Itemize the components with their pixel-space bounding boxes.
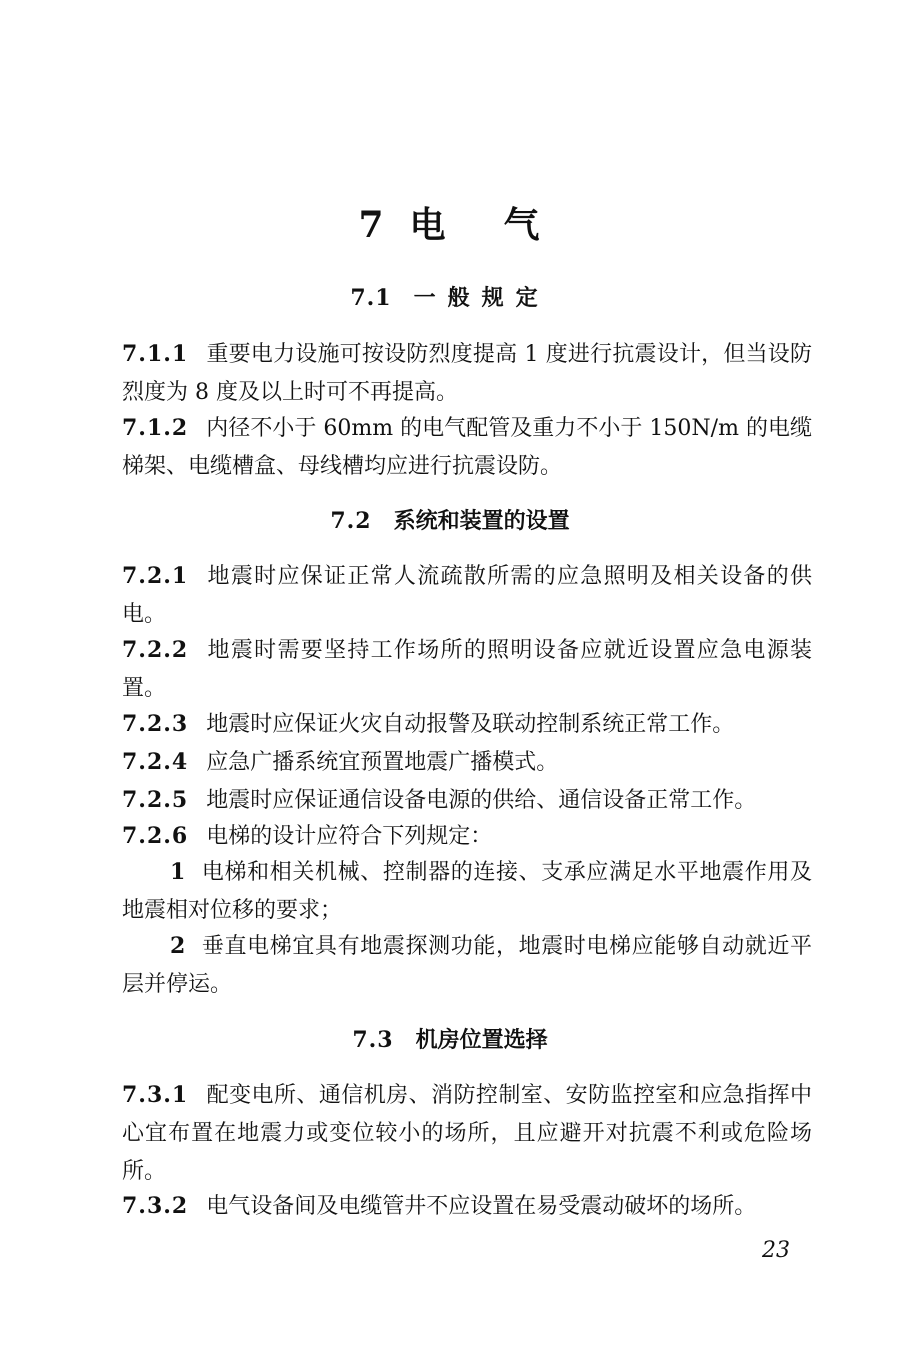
list-item-2 bbox=[122, 927, 812, 1004]
clause-7-2-1 bbox=[122, 557, 812, 634]
clause-text: 地震时需要坚持工作场所的照明设备应就近设置应急电源装置。 bbox=[122, 638, 812, 701]
clause-text: 地震时应保证火灾自动报警及联动控制系统正常工作。 bbox=[206, 712, 735, 737]
chapter-number: 7 bbox=[358, 204, 386, 246]
page-number: 23 bbox=[762, 1238, 790, 1263]
item-text: 电梯和相关机械、控制器的连接、支承应满足水平地震作用及地震相对位移的要求； bbox=[122, 860, 812, 923]
section-heading: 系统和装置的设置 bbox=[393, 508, 570, 534]
clause-7-2-5 bbox=[122, 781, 812, 820]
chapter-title-char-1: 电 bbox=[409, 204, 448, 246]
item-number: 2 bbox=[170, 933, 186, 959]
section-number: 7.1 bbox=[350, 285, 392, 311]
clause-text: 配变电所、通信机房、消防控制室、安防监控室和应急指挥中心宜布置在地震力或变位较小的场所，且应避开对抗震不利或危险场所。 bbox=[122, 1083, 812, 1184]
clause-number: 7.2.5 bbox=[122, 787, 189, 813]
chapter-title-char-2: 气 bbox=[503, 204, 542, 246]
section-number: 7.2 bbox=[330, 508, 372, 534]
clause-text: 地震时应保证正常人流疏散所需的应急照明及相关设备的供电。 bbox=[122, 564, 812, 627]
clause-7-1-1 bbox=[122, 335, 812, 412]
section-title-7-2 bbox=[0, 505, 900, 537]
section-number: 7.3 bbox=[352, 1027, 394, 1053]
item-text: 垂直电梯宜具有地震探测功能，地震时电梯应能够自动就近平层并停运。 bbox=[122, 934, 812, 997]
clause-number: 7.2.4 bbox=[122, 749, 189, 775]
clause-number: 7.2.2 bbox=[122, 637, 189, 663]
clause-number: 7.2.3 bbox=[122, 711, 189, 737]
list-item-1 bbox=[122, 853, 812, 930]
clause-text: 应急广播系统宜预置地震广播模式。 bbox=[206, 750, 559, 775]
chapter-title bbox=[0, 198, 900, 252]
clause-number: 7.1.2 bbox=[122, 415, 189, 441]
clause-number: 7.2.1 bbox=[122, 563, 189, 589]
clause-number: 7.3.1 bbox=[122, 1082, 189, 1108]
clause-text: 重要电力设施可按设防烈度提高 1 度进行抗震设计，但当设防烈度为 8 度及以上时可不再提高。 bbox=[122, 342, 812, 405]
clause-text: 地震时应保证通信设备电源的供给、通信设备正常工作。 bbox=[206, 788, 757, 813]
clause-7-3-1 bbox=[122, 1076, 812, 1191]
section-heading: 一般规定 bbox=[413, 285, 550, 311]
clause-text: 内径不小于 60mm 的电气配管及重力不小于 150N/m 的电缆梯架、电缆槽盒、母线槽均应进行抗震设防。 bbox=[122, 416, 812, 479]
clause-7-2-3 bbox=[122, 705, 812, 744]
clause-7-1-2 bbox=[122, 409, 812, 486]
clause-number: 7.1.1 bbox=[122, 341, 189, 367]
section-heading: 机房位置选择 bbox=[415, 1027, 548, 1053]
clause-number: 7.2.6 bbox=[122, 823, 189, 849]
clause-text: 电梯的设计应符合下列规定： bbox=[206, 824, 493, 849]
clause-number: 7.3.2 bbox=[122, 1193, 189, 1219]
section-title-7-3 bbox=[0, 1024, 900, 1056]
clause-7-2-2 bbox=[122, 631, 812, 708]
section-title-7-1 bbox=[0, 282, 900, 314]
item-number: 1 bbox=[170, 859, 186, 885]
clause-7-2-4 bbox=[122, 743, 812, 782]
clause-text: 电气设备间及电缆管井不应设置在易受震动破坏的场所。 bbox=[206, 1194, 757, 1219]
clause-7-3-2 bbox=[122, 1187, 812, 1226]
clause-7-2-6 bbox=[122, 817, 812, 856]
